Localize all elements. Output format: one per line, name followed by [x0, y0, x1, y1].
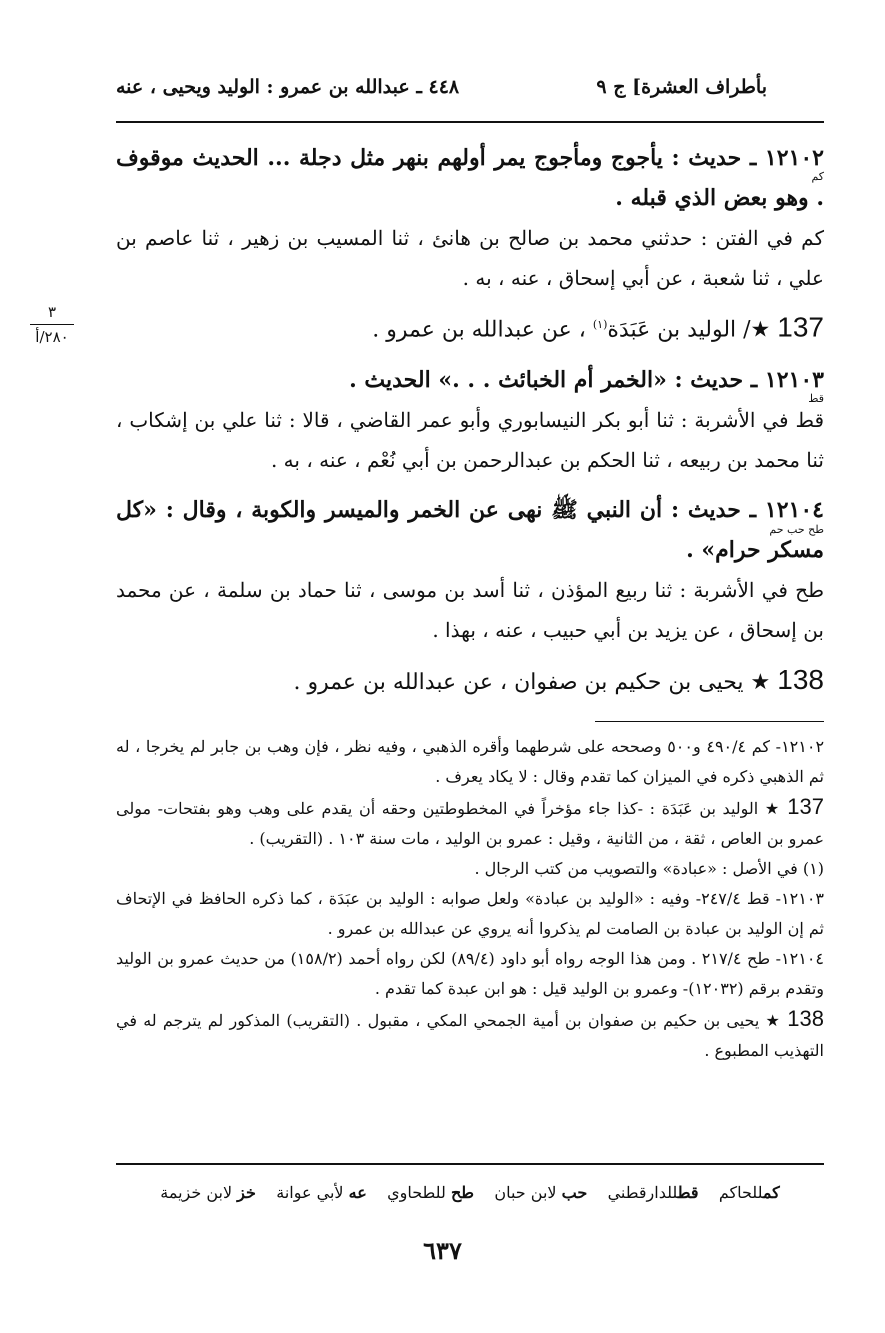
abbrev-item: خز لابن خزيمة	[160, 1183, 256, 1202]
hadith-text: ١٢١٠٢ ـ حديث : يأجوج ومأجوج يمر أولهم بنهر مثل دجلة ... الحديث موقوف . وهو بعض الذي قبله .	[116, 145, 824, 211]
hadith-text: ١٢١٠٤ ـ حديث : أن النبي ﷺ نهى عن الخمر والميسر والكوبة ، وقال : «كل مسكر حرام» .	[116, 497, 824, 563]
narrator-name: ★/ الوليد بن عَبَدَة	[607, 317, 771, 343]
page-number: ٦٣٧	[423, 1236, 462, 1265]
hadith-source: قط في الأشربة : ثنا أبو بكر النيسابوري وأبو عمر القاضي ، قالا : ثنا علي بن إشكاب ، ثنا محمد بن ربيعه ، ثنا الحكم بن عبدالرحمن بن أبي نُعْم ، عنه ، به .	[116, 408, 825, 472]
hadith-text: ١٢١٠٣ ـ حديث : «الخمر أم الخبائث . . .» الحديث .	[349, 367, 824, 393]
footnote-ref: (١)	[592, 318, 608, 331]
abbrev-item: طح للطحاوي	[387, 1183, 474, 1202]
source-tag: طح حب حم	[769, 523, 824, 536]
source-tag: قط	[808, 392, 824, 405]
hadith-12102	[116, 138, 824, 298]
hadith-12103	[116, 360, 824, 480]
abbrev-item: قطللدارقطني	[607, 1183, 699, 1202]
margin-note-divider	[30, 324, 74, 325]
margin-note-top: ٣	[47, 303, 57, 321]
abbrev-item: كمللحاكم	[718, 1183, 780, 1202]
margin-folio-note	[30, 303, 74, 346]
narrator-138	[116, 660, 824, 703]
hadith-source: كم في الفتن : حدثني محمد بن صالح بن هانئ ، ثنا المسيب بن زهير ، ثنا عاصم بن علي ، ثنا شعبة ، عن أبي إسحاق ، عنه ، به .	[116, 226, 824, 290]
source-tag: كم	[811, 170, 824, 183]
narrator-from: ، عن عبدالله بن عمرو .	[372, 317, 586, 343]
margin-note-bottom: ٢٨٠/أ	[35, 328, 69, 346]
footnote-number: 137	[787, 794, 824, 819]
footnote-12102: ١٢١٠٢- كم ٤٩٠/٤ و٥٠٠ وصححه على شرطهما وأقره الذهبي ، وفيه نظر ، فإن وهب بن جابر لم يخرجا ، له ثم الذهبي ذكره في الميزان كما تقدم وقال : لا يكاد يعرف .	[116, 737, 825, 786]
abbreviation-key	[116, 1183, 824, 1202]
footnote-12103: ١٢١٠٣- قط ٢٤٧/٤- وفيه : «الوليد بن عبادة» ولعل صوابه : الوليد بن عبَدَة ، كما ذكره الحافظ في الإتحاف ثم إن الوليد بن عبادة بن الصامت لم يذكروا أنه يروي عن عبدالله بن عمرو .	[116, 889, 824, 938]
footnote-12104: ١٢١٠٤- طح ٢١٧/٤ . ومن هذا الوجه رواه أبو داود (٨٩/٤) لكن رواه أحمد (١٥٨/٢) من حديث عمرو بن الوليد وتقدم برقم (١٢٠٣٢)- وعمرو بن الوليد قيل : هو ابن عبدة كما تقدم .	[116, 949, 825, 998]
running-header-left: ٤٤٨ ـ عبدالله بن عمرو : الوليد ويحيى ، عنه	[116, 76, 460, 98]
footnote-rule	[595, 721, 824, 722]
hadith-12104	[116, 490, 824, 650]
hadith-source: طح في الأشربة : ثنا ربيع المؤذن ، ثنا أسد بن موسى ، ثنا حماد بن سلمة ، عن محمد بن إسحاق ، عن يزيد بن أبي حبيب ، عنه ، بهذا .	[116, 578, 824, 642]
footnote-138	[116, 1004, 824, 1066]
abbrev-item: عه لأبي عوانة	[276, 1183, 367, 1202]
footer-rule	[116, 1163, 824, 1165]
narrator-137	[116, 305, 824, 350]
footnote-text: ★ يحيى بن حكيم بن صفوان بن أمية الجمحي المكي ، مقبول . (التقريب) المذكور لم يترجم له في التهذيب المطبوع .	[116, 1011, 824, 1060]
narrator-name: ★ يحيى بن حكيم بن صفوان ، عن عبدالله بن عمرو .	[293, 670, 771, 695]
footnote-text: ★ الوليد بن عَبَدَة : -كذا جاء مؤخراً في المخطوطتين وحقه أن يقدم على وهب وهو بفتحات- مولى عمرو بن العاص ، ثقة ، من الثانية ، وقيل : عمرو بن الوليد ، مات سنة ١٠٣ . (التقريب) .	[116, 799, 824, 848]
running-header-right: بأطراف العشرة] ج ٩	[596, 76, 767, 98]
footnote-ref-1: (١) في الأصل : «عبادة» والتصويب من كتب الرجال .	[474, 859, 824, 878]
header-rule	[116, 121, 824, 123]
footnote-137	[116, 792, 824, 854]
abbrev-item: حب لابن حبان	[494, 1183, 588, 1202]
footnotes	[116, 732, 824, 1066]
footnote-number: 138	[787, 1006, 824, 1031]
narrator-number: 138	[777, 664, 824, 695]
narrator-number: 137	[777, 311, 824, 343]
